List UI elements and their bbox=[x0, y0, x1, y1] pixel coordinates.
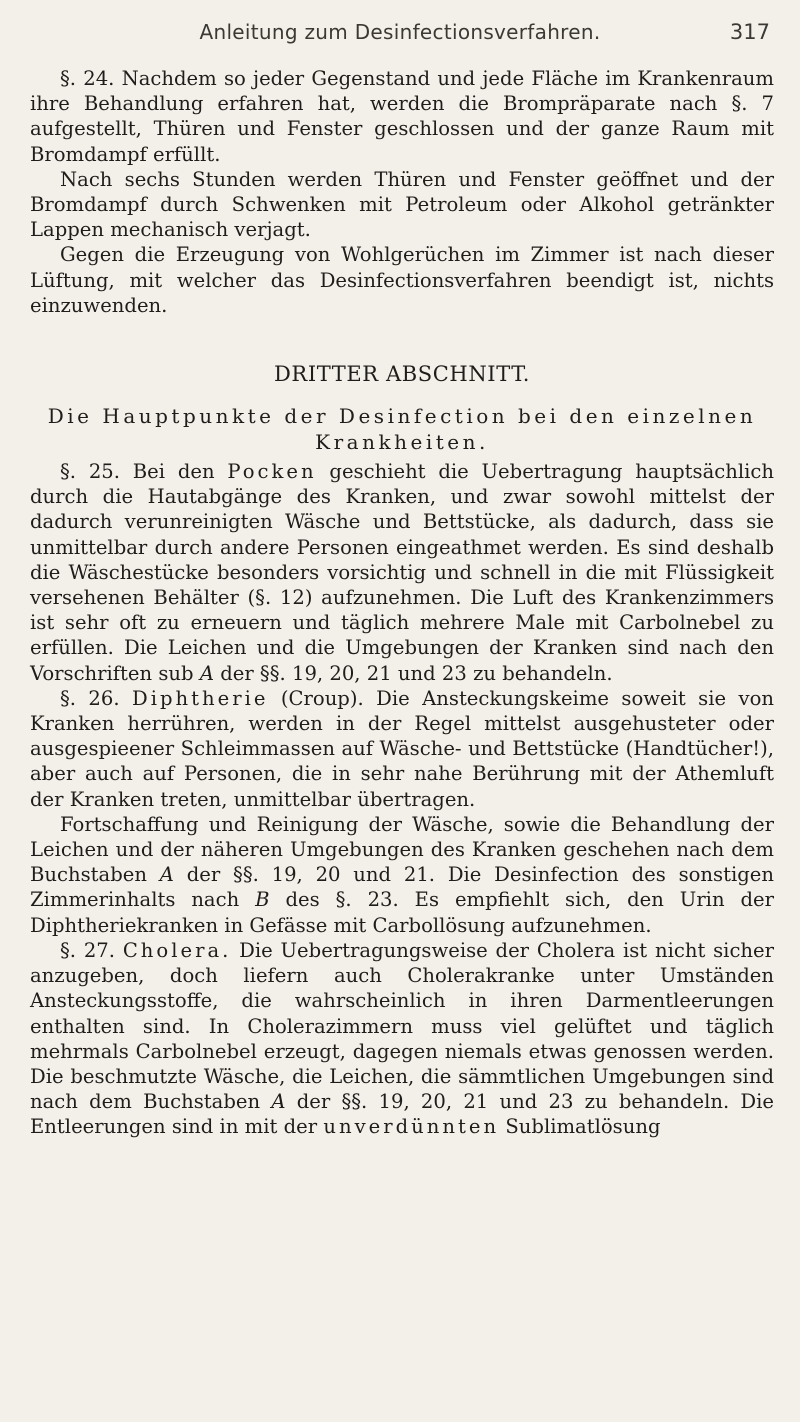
section-heading: DRITTER ABSCHNITT. bbox=[274, 362, 530, 387]
disease-name: Cholera. bbox=[122, 938, 232, 962]
paragraph-text: Die Uebertragungsweise der Cholera ist nicht sicher anzugeben, doch liefern auch Cholerakranke unter Umständen Ansteckungsstoffe, die wahrscheinlich in ihren Darmentleerungen enthalten sind. In Cholerazimmern muss viel gelüftet und täglich mehrmals Carbolnebel erzeugt, dagegen niemals etwas genossen werden. Die beschmutzte Wäsche, die Leichen, die sämmtlichen Umgebungen sind nach dem Buchstaben bbox=[30, 938, 774, 1114]
paragraph-text: der §§. 19, 20 und 21. Die Desinfection des sonstigen Zimmerinhalts nach bbox=[30, 863, 774, 912]
paragraph-section-27 bbox=[30, 938, 774, 1140]
paragraph-section-25 bbox=[30, 459, 774, 686]
paragraph-text: geschieht die Uebertragung hauptsächlich durch die Hautabgänge des Kranken, und zwar sowohl mittelst der dadurch verunreinigten Wäsche und Bettstücke, als dadurch, dass sie unmittelbar durch andere Personen eingeathmet werden. Es sind deshalb die Wäschestücke besonders vorsichtig und schnell in die mit Flüssigkeit versehenen Behälter (§. 12) aufzunehmen. Die Luft des Krankenzimmers ist sehr oft zu erneuern und täglich mehrere Male mit Carbolnebel zu erfüllen. Die Leichen und die Umgebungen der Kranken sind nach den Vorschriften sub bbox=[30, 460, 774, 685]
paragraph-odours: Gegen die Erzeugung von Wohlgerüchen im Zimmer ist nach dieser Lüftung, mit welcher das Desinfectionsverfahren beendigt ist, nichts einzuwenden. bbox=[30, 243, 774, 317]
paragraph-diphtheria-treatment bbox=[30, 812, 774, 938]
reference-letter: A bbox=[159, 863, 174, 887]
paragraph-text: (Croup). Die Ansteckungskeime soweit sie von Kranken herrühren, werden in der Regel mittelst ausgehusteter oder ausgespieener Schleimmassen auf Wäsche- und Bettstücke (Handtücher!), aber auch auf Personen, die in sehr nahe Berührung mit der Athemluft der Kranken treten, unmittelbar übertragen. bbox=[30, 686, 774, 811]
paragraph-ventilation: Nach sechs Stunden werden Thüren und Fenster geöffnet und der Bromdampf durch Schwenken mit Petroleum oder Alkohol getränkter Lappen mechanisch verjagt. bbox=[30, 167, 774, 242]
disease-name: Diphtherie bbox=[132, 686, 269, 710]
paragraph-text: der §§. 19, 20, 21 und 23 zu behandeln. Die Entleerungen sind in mit der bbox=[30, 1090, 774, 1139]
paragraph-text: der §§. 19, 20, 21 und 23 zu behandeln. bbox=[213, 661, 613, 685]
reference-letter: A bbox=[271, 1090, 286, 1114]
reference-letter: A bbox=[199, 661, 214, 685]
emphasized-word: unverdünnten bbox=[323, 1115, 500, 1139]
paragraph-text: Bei den bbox=[119, 460, 228, 484]
paragraph-section-24: §. 24. Nachdem so jeder Gegenstand und jede Fläche im Krankenraum ihre Behandlung erfahren hat, werden die Brompräparate nach §. 7 aufgestellt, Thüren und Fenster geschlossen und der ganze Raum mit Bromdampf erfüllt. bbox=[30, 67, 774, 166]
section-number: §. 26. bbox=[60, 686, 120, 710]
page-body bbox=[30, 66, 774, 1140]
reference-letter: B bbox=[255, 888, 270, 912]
disease-name: Pocken bbox=[227, 460, 317, 484]
paragraph-text: Sublimatlösung bbox=[499, 1115, 661, 1139]
section-number: §. 25. bbox=[60, 460, 120, 484]
paragraph-text: Fortschaffung und Reinigung der Wäsche, sowie die Behandlung der Leichen und der näheren Umgebungen des Kranken geschehen nach dem Buchstaben bbox=[30, 812, 774, 887]
paragraph-section-26 bbox=[30, 686, 774, 812]
page-number: 317 bbox=[729, 20, 770, 44]
section-subtitle: Die Hauptpunkte der Desinfection bei den einzelnen Krankheiten. bbox=[47, 404, 757, 454]
page-header bbox=[30, 20, 770, 50]
section-number: §. 27. bbox=[60, 938, 115, 962]
paragraph-text: des §. 23. Es empfiehlt sich, den Urin der Diphtheriekranken in Gefässe mit Carbollösung aufzunehmen. bbox=[30, 888, 775, 937]
running-title: Anleitung zum Desinfectionsverfahren. bbox=[199, 20, 601, 44]
